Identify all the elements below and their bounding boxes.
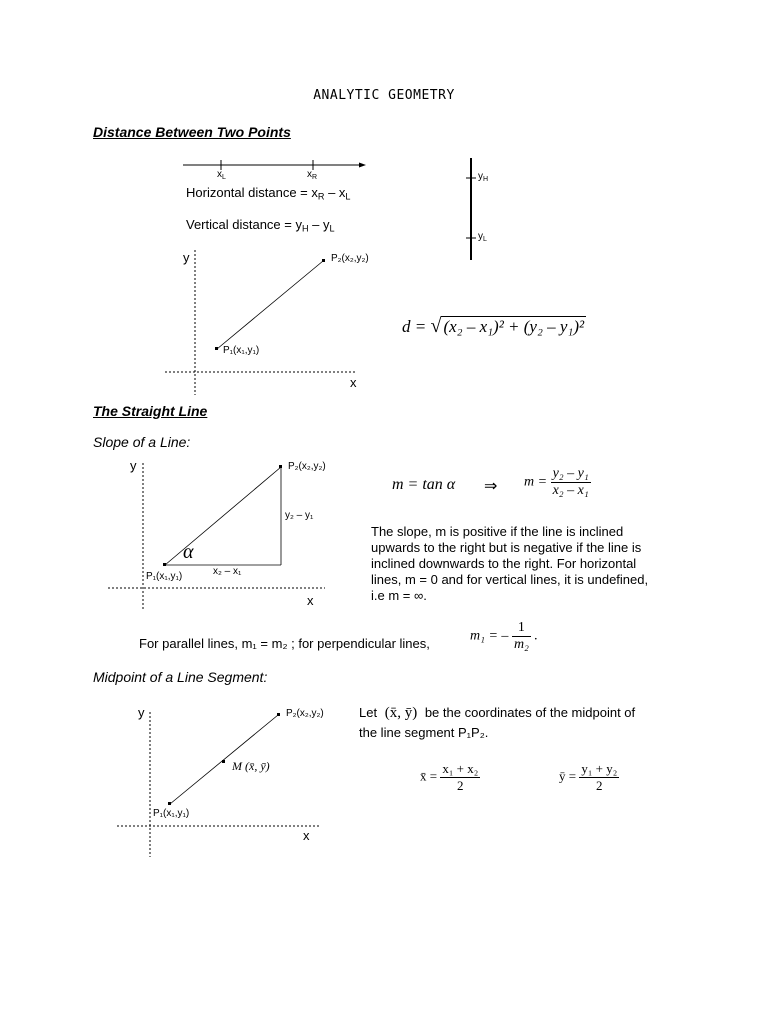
yh-label: $y_H$ — [478, 171, 489, 183]
distance-heading: Distance Between Two Points — [93, 124, 291, 140]
distance-p2: P₂(x₂,y₂) — [331, 253, 369, 264]
horizontal-distance: Horizontal distance = $x_R - x_L$ — [186, 185, 351, 202]
distance-axis-y: y — [183, 250, 190, 265]
slope-tan: m = tan α — [392, 476, 456, 493]
parallel-text: For parallel lines, m₁ = m₂ ; for perpendicular lines, — [139, 636, 430, 651]
midpoint-axis-x: x — [303, 828, 310, 843]
slope-explanation — [371, 524, 648, 604]
midpoint-axis-y: y — [138, 705, 145, 720]
midpoint-let-line2: the line segment P₁P₂. — [359, 725, 489, 740]
distance-formula: d = √ (x₂ – x₁)² + (y₂ – y₁)² — [402, 315, 585, 337]
slope-text-line: The slope, m is positive if the line is inclined — [371, 524, 624, 539]
midpoint-let-text: Let (x̄, ȳ) be the coordinates of the midpoint of — [359, 705, 636, 721]
run-label: x₂ – x₁ — [213, 566, 242, 577]
midpoint-p2: P₂(x₂,y₂) — [286, 708, 324, 719]
straight-line-heading: The Straight Line — [93, 403, 208, 419]
ybar-formula: ȳ = $\frac{\text{y₁ + y₂}}{2}$ — [559, 761, 618, 793]
page-title: ANALYTIC GEOMETRY — [313, 88, 455, 103]
slope-text-line: inclined downwards to the right. For horizontal — [371, 556, 637, 571]
slope-text-line: lines, m = 0 and for vertical lines, it is undefined, — [371, 572, 649, 587]
yl-label: $y_L$ — [478, 231, 487, 243]
rise-label: y₂ – y₁ — [285, 510, 314, 521]
vertical-distance: Vertical distance = $y_H - y_L$ — [186, 217, 335, 234]
slope-text-line: i.e m = ∞. — [371, 588, 427, 603]
slope-p1: P₁(x₁,y₁) — [146, 571, 183, 582]
midpoint-p1: P₁(x₁,y₁) — [153, 808, 190, 819]
angle-alpha: α — [183, 541, 194, 563]
slope-text-line: upwards to the right but is negative if the line is — [371, 540, 642, 555]
slope-p2: P₂(x₂,y₂) — [288, 461, 326, 472]
slope-fraction: m = $\frac{\text{y₂ – y₁}}{\text{x₂ – x₁}}$ — [524, 466, 589, 498]
midpoint-m-label: M (x̄, ȳ) — [232, 759, 270, 773]
distance-p1: P₁(x₁,y₁) — [223, 345, 260, 356]
midpoint-subheading: Midpoint of a Line Segment: — [93, 669, 268, 685]
perpendicular-formula: m₁ = – $\frac{1}{\text{m₂}}$ . — [470, 620, 538, 652]
xr-label: $x_R$ — [307, 169, 318, 181]
slope-axis-x: x — [307, 593, 314, 608]
slope-axis-y: y — [130, 458, 137, 473]
implies-symbol: ⇒ — [484, 478, 498, 495]
xbar-formula: x̄ = $\frac{\text{x₁ + x₂}}{2}$ — [420, 761, 479, 793]
slope-subheading: Slope of a Line: — [93, 434, 191, 450]
xl-label: $x_L$ — [217, 169, 226, 181]
distance-axis-x: x — [350, 375, 357, 390]
